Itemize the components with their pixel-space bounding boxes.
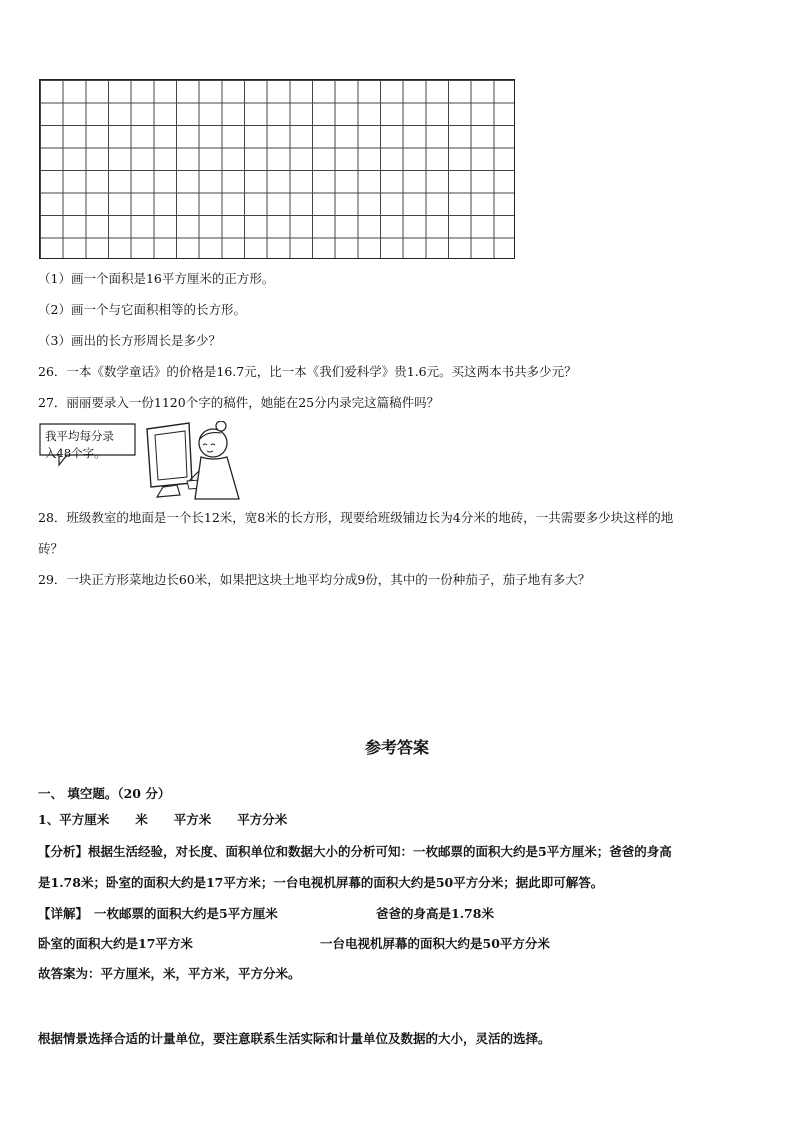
problem-28-line1: 28．班级教室的地面是一个长12米，宽8米的长方形，现要给班级铺边长为4分米的地砖，一共需要多少块这样的地 [38,510,674,525]
conclusion: 故答案为：平方厘米，米，平方米，平方分米。 [38,966,301,981]
answer-unit-2: 米 [135,812,148,827]
detail-stamp: 一枚邮票的面积大约是5平方厘米 [94,906,278,921]
answer-unit-1: 平方厘米 [59,812,110,827]
analysis-line-1: 【分析】根据生活经验，对长度、面积单位和数据大小的分析可知：一枚邮票的面积大约是5平方厘米；爸爸的身高 [38,844,672,859]
bubble-line-1: 我平均每分录 [45,429,114,443]
bubble-line-2: 入48个字。 [45,446,106,460]
problem-28-line2: 砖？ [38,541,64,556]
problem-29: 29．一块正方形菜地边长60米，如果把这块土地平均分成9份，其中的一份种茄子，茄子地有多大？ [38,572,591,587]
answer-item-1 [38,812,287,828]
square-grid [39,79,515,259]
detail-label: 【详解】 [38,906,89,921]
problem-26: 26．一本《数学童话》的价格是16.7元，比一本《我们爱科学》贵1.6元。买这两本书共多少元？ [38,364,577,379]
problem-25-q2: （2）画一个与它面积相等的长方形。 [38,302,246,317]
detail-height: 爸爸的身高是1.78米 [376,906,494,921]
speech-bubble-text [45,428,133,462]
detail-bedroom: 卧室的面积大约是17平方米 [38,936,193,951]
comment: 根据情景选择合适的计量单位，要注意联系生活实际和计量单位及数据的大小，灵活的选择。 [38,1031,551,1046]
answer-item-1-number: 1、 [38,812,60,827]
answer-title: 参考答案 [364,738,429,757]
answer-unit-3: 平方米 [173,812,212,827]
detail-tv: 一台电视机屏幕的面积大约是50平方分米 [320,936,550,951]
analysis-line-2: 是1.78米；卧室的面积大约是17平方米；一台电视机屏幕的面积大约是50平方分米；据此即可解答。 [38,875,604,890]
problem-25-q1: （1）画一个面积是16平方厘米的正方形。 [38,271,275,286]
section-1-heading: 一、 填空题。（20 分） [38,786,171,801]
problem-27: 27．丽丽要录入一份1120个字的稿件，她能在25分内录完这篇稿件吗？ [38,395,440,410]
problem-25-q3: （3）画出的长方形周长是多少？ [38,333,221,348]
answer-unit-4: 平方分米 [237,812,288,827]
